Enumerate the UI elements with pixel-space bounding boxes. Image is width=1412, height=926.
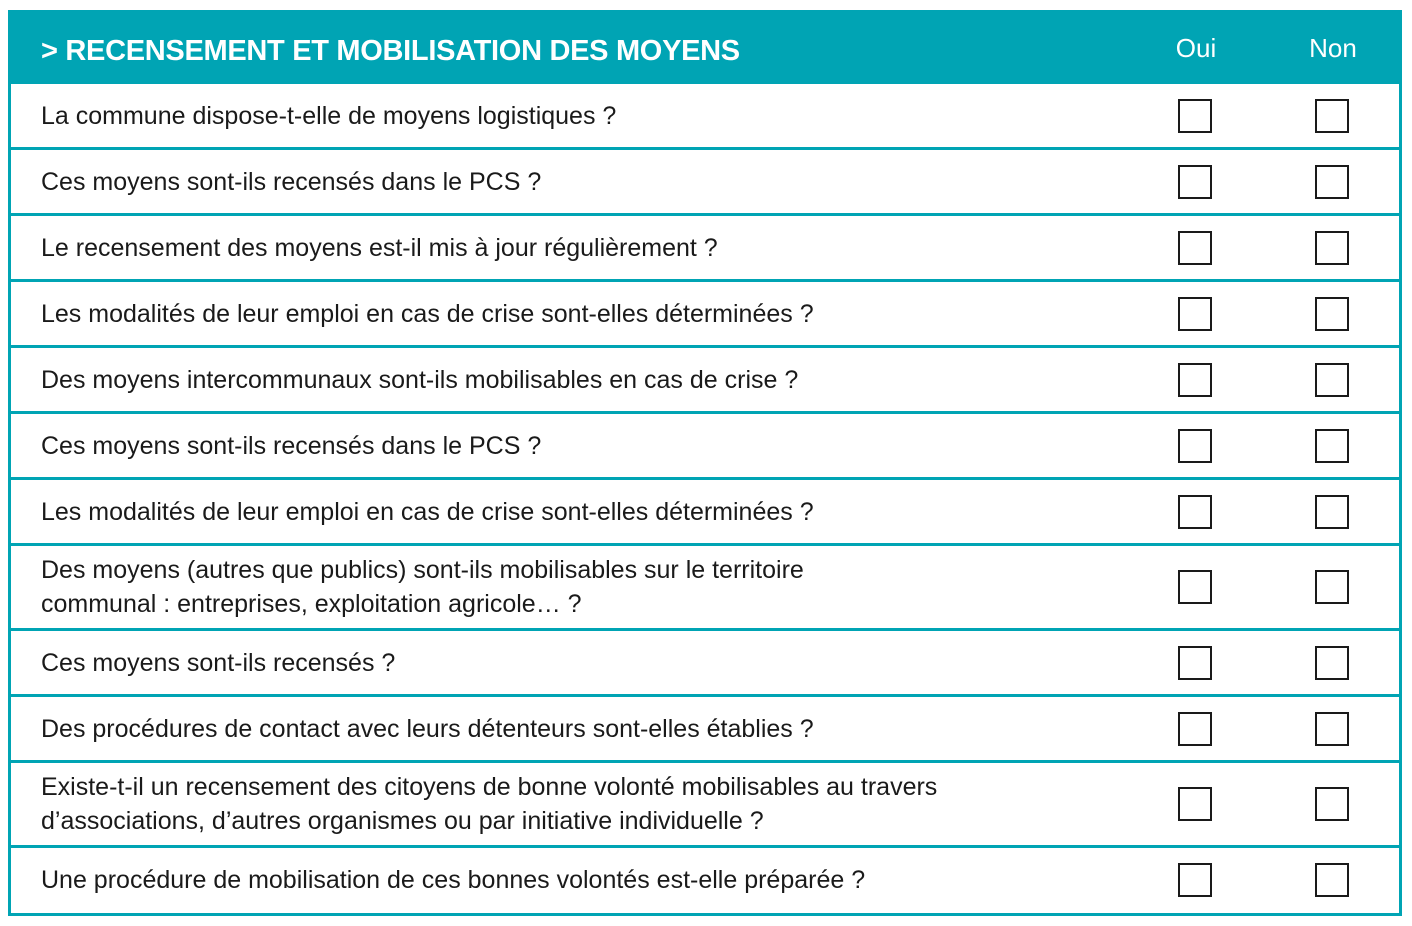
oui-checkbox[interactable] [1178,231,1212,265]
oui-checkbox[interactable] [1178,495,1212,529]
non-checkbox[interactable] [1315,570,1349,604]
non-checkbox[interactable] [1315,363,1349,397]
question-row [11,150,1399,216]
oui-checkbox[interactable] [1178,429,1212,463]
oui-checkbox[interactable] [1178,712,1212,746]
oui-checkbox[interactable] [1178,646,1212,680]
question-row [11,84,1399,150]
non-checkbox[interactable] [1315,99,1349,133]
question-row [11,631,1399,697]
question-row [11,546,1399,631]
non-checkbox[interactable] [1315,646,1349,680]
question-list [11,84,1399,911]
question-row [11,282,1399,348]
question-text: Des moyens (autres que publics) sont-ils mobilisables sur le territoire communal : entreprises, exploitation agricole… ? [41,556,804,618]
non-checkbox[interactable] [1315,297,1349,331]
question-text: Des moyens intercommunaux sont-ils mobilisables en cas de crise ? [41,365,799,394]
question-text: Ces moyens sont-ils recensés ? [41,648,396,677]
oui-checkbox[interactable] [1178,297,1212,331]
question-row [11,216,1399,282]
question-text: La commune dispose-t-elle de moyens logistiques ? [41,101,617,130]
oui-checkbox[interactable] [1178,787,1212,821]
table-header [11,13,1399,84]
oui-checkbox[interactable] [1178,99,1212,133]
question-row [11,414,1399,480]
question-row [11,480,1399,546]
question-row [11,848,1399,911]
non-checkbox[interactable] [1315,495,1349,529]
non-checkbox[interactable] [1315,712,1349,746]
question-row [11,697,1399,763]
oui-checkbox[interactable] [1178,570,1212,604]
oui-checkbox[interactable] [1178,363,1212,397]
section-title: > RECENSEMENT ET MOBILISATION DES MOYENS [41,35,740,67]
question-text: Les modalités de leur emploi en cas de crise sont-elles déterminées ? [41,299,814,328]
column-header-oui: Oui [1175,33,1217,63]
oui-checkbox[interactable] [1178,165,1212,199]
non-checkbox[interactable] [1315,787,1349,821]
non-checkbox[interactable] [1315,231,1349,265]
question-text: Une procédure de mobilisation de ces bonnes volontés est-elle préparée ? [41,865,866,894]
question-text: Ces moyens sont-ils recensés dans le PCS ? [41,431,542,460]
question-row [11,348,1399,414]
question-text: Le recensement des moyens est-il mis à jour régulièrement ? [41,233,718,262]
oui-checkbox[interactable] [1178,863,1212,897]
non-checkbox[interactable] [1315,165,1349,199]
question-row [11,763,1399,848]
column-header-non: Non [1309,33,1357,63]
question-text: Ces moyens sont-ils recensés dans le PCS ? [41,167,542,196]
non-checkbox[interactable] [1315,863,1349,897]
non-checkbox[interactable] [1315,429,1349,463]
checklist-table [8,10,1402,916]
question-text: Les modalités de leur emploi en cas de crise sont-elles déterminées ? [41,497,814,526]
question-text: Des procédures de contact avec leurs détenteurs sont-elles établies ? [41,714,814,743]
question-text: Existe-t-il un recensement des citoyens de bonne volonté mobilisables au travers d’associations, d’autres organismes ou par initiative individuelle ? [41,773,938,835]
